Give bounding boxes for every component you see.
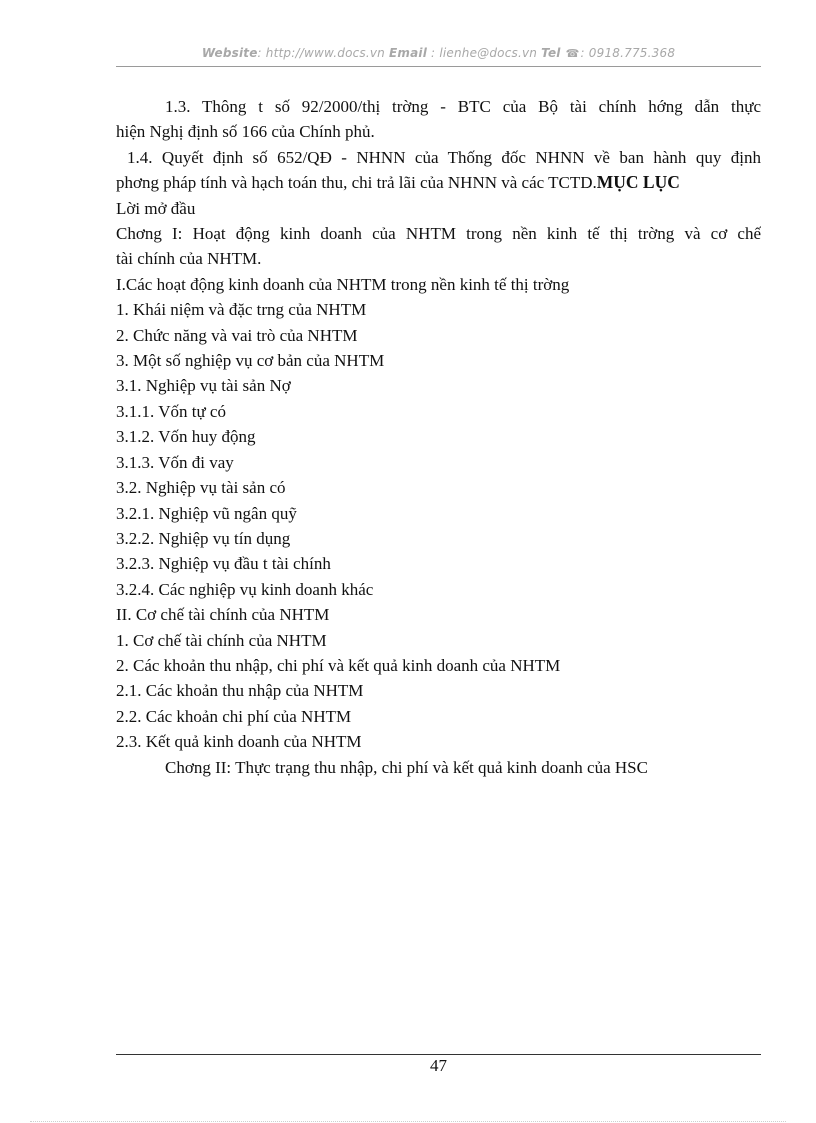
document-body [116, 94, 761, 780]
toc-item: 3.2.1. Nghiệp vũ ngân quỹ [116, 503, 297, 523]
toc-item: 2. Chức năng và vai trò của NHTM [116, 325, 358, 345]
toc-item: 3.1. Nghiệp vụ tài sản Nợ [116, 376, 291, 396]
body-line: I.Các hoạt động kinh doanh của NHTM trong nền kinh tế thị trờng [116, 274, 570, 294]
toc-item: 3.2.2. Nghiệp vụ tín dụng [116, 528, 291, 548]
email-value: : lienhe@docs.vn [427, 46, 538, 60]
toc-item: 1. Cơ chế tài chính của NHTM [116, 630, 327, 650]
tel-label: Tel [541, 46, 561, 60]
toc-item: 2.2. Các khoản chi phí của NHTM [116, 706, 352, 726]
toc-item: 3. Một số nghiệp vụ cơ bản của NHTM [116, 351, 385, 371]
page-bottom-border [30, 1121, 786, 1122]
toc-item: II. Cơ chế tài chính của NHTM [116, 605, 330, 625]
body-line: hiện Nghị định số 166 của Chính phủ. [116, 122, 375, 142]
toc-item: 3.2.3. Nghiệp vụ đầu t tài chính [116, 554, 331, 574]
toc-item: 3.1.3. Vốn đi vay [116, 452, 234, 472]
toc-item: 2.1. Các khoản thu nhập của NHTM [116, 681, 364, 701]
toc-item: 3.2.4. Các nghiệp vụ kinh doanh khác [116, 579, 374, 599]
page-number: 47 [430, 1056, 447, 1075]
footer-divider [116, 1054, 761, 1055]
website-value: : http://www.docs.vn [257, 46, 385, 60]
body-line: Lời mở đầu [116, 198, 196, 218]
tel-value: : 0918.775.368 [580, 46, 676, 60]
table-of-contents-heading: MỤC LỤC [596, 172, 680, 193]
toc-item: 2. Các khoản thu nhập, chi phí và kết quả kinh doanh của NHTM [116, 655, 561, 675]
body-line: phơng pháp tính và hạch toán thu, chi trả lãi của NHNN và các TCTD. [116, 173, 597, 193]
header-divider [116, 66, 761, 67]
phone-icon: ☎ [565, 47, 580, 60]
toc-item: 1. Khái niệm và đặc trng của NHTM [116, 300, 367, 320]
toc-item: 2.3. Kết quả kinh doanh của NHTM [116, 732, 362, 752]
body-line: tài chính của NHTM. [116, 249, 262, 269]
page-header [116, 46, 761, 60]
email-label: Email [389, 46, 428, 60]
toc-item: 3.1.2. Vốn huy động [116, 427, 256, 447]
body-line: 1.3. Thông t số 92/2000/thị trờng - BTC của Bộ tài chính hớng dẫn thực [165, 97, 761, 116]
body-line: Chơng I: Hoạt động kinh doanh của NHTM trong nền kinh tế thị trờng và cơ chế [116, 224, 761, 244]
toc-item: 3.2. Nghiệp vụ tài sản có [116, 478, 286, 498]
body-line-with-heading [116, 170, 761, 195]
body-line: 1.4. Quyết định số 652/QĐ - NHNN của Thống đốc NHNN về ban hành quy định [127, 147, 761, 167]
website-label: Website [201, 46, 258, 60]
toc-chapter: Chơng II: Thực trạng thu nhập, chi phí và kết quả kinh doanh của HSC [165, 757, 648, 777]
toc-item: 3.1.1. Vốn tự có [116, 401, 226, 421]
